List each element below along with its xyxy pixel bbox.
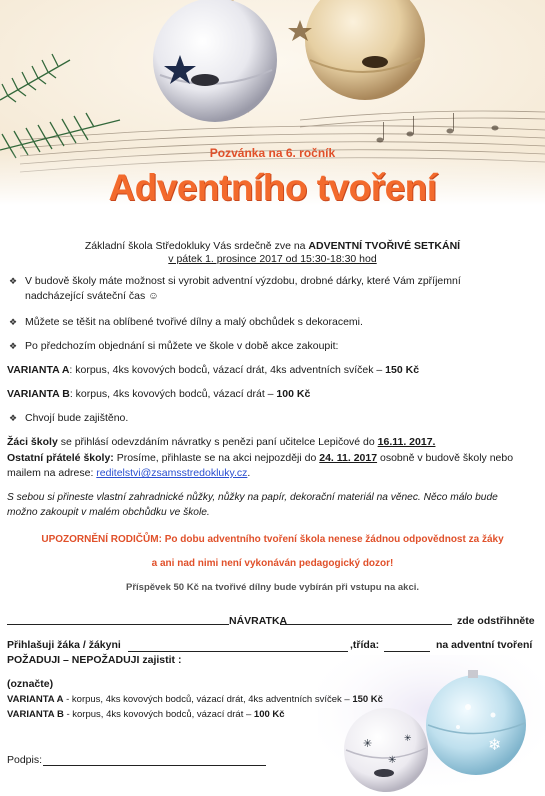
variant-a-price: 150 Kč — [385, 364, 420, 376]
bullet-2: Můžete se těšit na oblíbené tvořivé dílny a malý obchůdek s dekoracemi. — [25, 316, 363, 328]
signup-label: Přihlašuji žáka / žákyni — [7, 639, 121, 651]
bullet-1-line1: V budově školy máte možnost si vyrobit adventní výzdobu, drobné dárky, které Vám zpříjemní — [25, 275, 461, 287]
bullet-icon: ❖ — [9, 341, 18, 351]
intro-text: Základní škola Středokluky Vás srdečně zve na — [84, 240, 309, 252]
class-field[interactable] — [384, 651, 430, 652]
friends-info — [7, 452, 513, 465]
bullet-icon: ❖ — [9, 317, 18, 327]
cut-line-right — [280, 624, 452, 625]
pupils-info — [7, 436, 435, 449]
variant-b-price: 100 Kč — [276, 388, 311, 400]
event-date: v pátek 1. prosince 2017 od 15:30-18:30 hod — [168, 253, 377, 265]
friends-email-line — [7, 467, 250, 480]
page-title: Adventního tvoření — [108, 167, 437, 208]
email-suffix: . — [247, 467, 251, 479]
bring-line1: S sebou si přineste vlastní zahradnické nůžky, nůžky na papír, dekorační materiál na věnec. Něco málo bude — [7, 492, 498, 503]
class-label: ,třída: — [350, 639, 380, 651]
pupils-text: se přihlásí odevzdáním návratky s penězi paní učitelce Lepičové do — [57, 436, 378, 448]
svg-text:✳: ✳ — [388, 755, 397, 766]
navratka-label: NÁVRATKA — [229, 615, 288, 627]
form-variant-b-label: VARIANTA B — [7, 709, 64, 720]
form-variant-a-price: 150 Kč — [352, 694, 383, 705]
refreshment-note: Chvojí bude zajištěno. — [25, 412, 129, 424]
bullet-icon: ❖ — [9, 276, 18, 286]
svg-text:❄: ❄ — [488, 735, 502, 754]
variant-b-label: VARIANTA B — [7, 388, 70, 400]
svg-text:✳: ✳ — [404, 734, 412, 744]
variant-a — [7, 364, 419, 377]
friends-text1: Prosíme, přihlaste se na akci nejpozději do — [113, 452, 320, 464]
bullet-1-line2: nadcházející sváteční čas ☺ — [25, 290, 159, 302]
form-variant-b[interactable] — [7, 708, 285, 721]
form-variant-b-price: 100 Kč — [253, 709, 285, 720]
friends-text2: osobně v budově školy nebo — [377, 452, 514, 464]
variant-a-text: : korpus, 4ks kovových bodců, vázací drát, 4ks adventních svíček – — [69, 364, 386, 376]
form-variant-a-label: VARIANTA A — [7, 694, 64, 705]
friends-deadline: 24. 11. 2017 — [319, 452, 378, 464]
invitation-subtitle: Pozvánka na 6. ročník — [209, 146, 336, 160]
warning-line2: a ani nad nimi není vykonáván pedagogický dozor! — [151, 558, 394, 569]
variant-a-label: VARIANTA A — [7, 364, 70, 376]
bullet-icon: ❖ — [9, 413, 18, 423]
intro-line — [0, 240, 545, 253]
form-variant-a-text: - korpus, 4ks kovových bodců, vázací drát, 4ks adventních svíček – — [63, 694, 353, 705]
require-line: POŽADUJI – NEPOŽADUJI zajistit : — [7, 654, 182, 666]
variant-b-text: : korpus, 4ks kovových bodců, vázací drát – — [69, 388, 277, 400]
form-variant-b-text: - korpus, 4ks kovových bodců, vázací drát – — [63, 709, 254, 720]
email-link[interactable]: reditelstvi@zsamsstredokluky.cz — [96, 467, 248, 479]
variant-b — [7, 388, 310, 401]
signature-label: Podpis: — [7, 754, 43, 766]
intro-event-name: ADVENTNÍ TVOŘIVÉ SETKÁNÍ — [308, 240, 461, 252]
cut-here-label: zde odstřihněte — [457, 615, 535, 627]
svg-text:✳: ✳ — [363, 737, 373, 750]
fee-note: Příspěvek 50 Kč na tvořivé dílny bude vybírán při vstupu na akci. — [125, 582, 420, 593]
warning-line1: UPOZORNĚNÍ RODIČŮM: Po dobu adventního tvoření škola nenese žádnou odpovědnost za žáky — [41, 534, 504, 545]
friends-label: Ostatní přátelé školy: — [7, 452, 114, 464]
ornament-balls-illustration — [318, 655, 545, 796]
mark-note: (označte) — [7, 678, 54, 690]
bullet-3: Po předchozím objednání si můžete ve škole v době akce zakoupit: — [25, 340, 339, 352]
signup-suffix: na adventní tvoření — [436, 639, 533, 651]
email-prefix: mailem na adrese: — [7, 467, 97, 479]
form-variant-a[interactable] — [7, 693, 383, 706]
bring-line2: možno zakoupit v malém obchůdku ve škole. — [7, 507, 210, 518]
pupil-name-field[interactable] — [128, 651, 348, 652]
pupils-label: Žáci školy — [7, 436, 58, 448]
cut-line-left — [7, 624, 229, 625]
signature-field[interactable] — [43, 765, 266, 766]
pupils-deadline: 16.11. 2017. — [377, 436, 436, 448]
